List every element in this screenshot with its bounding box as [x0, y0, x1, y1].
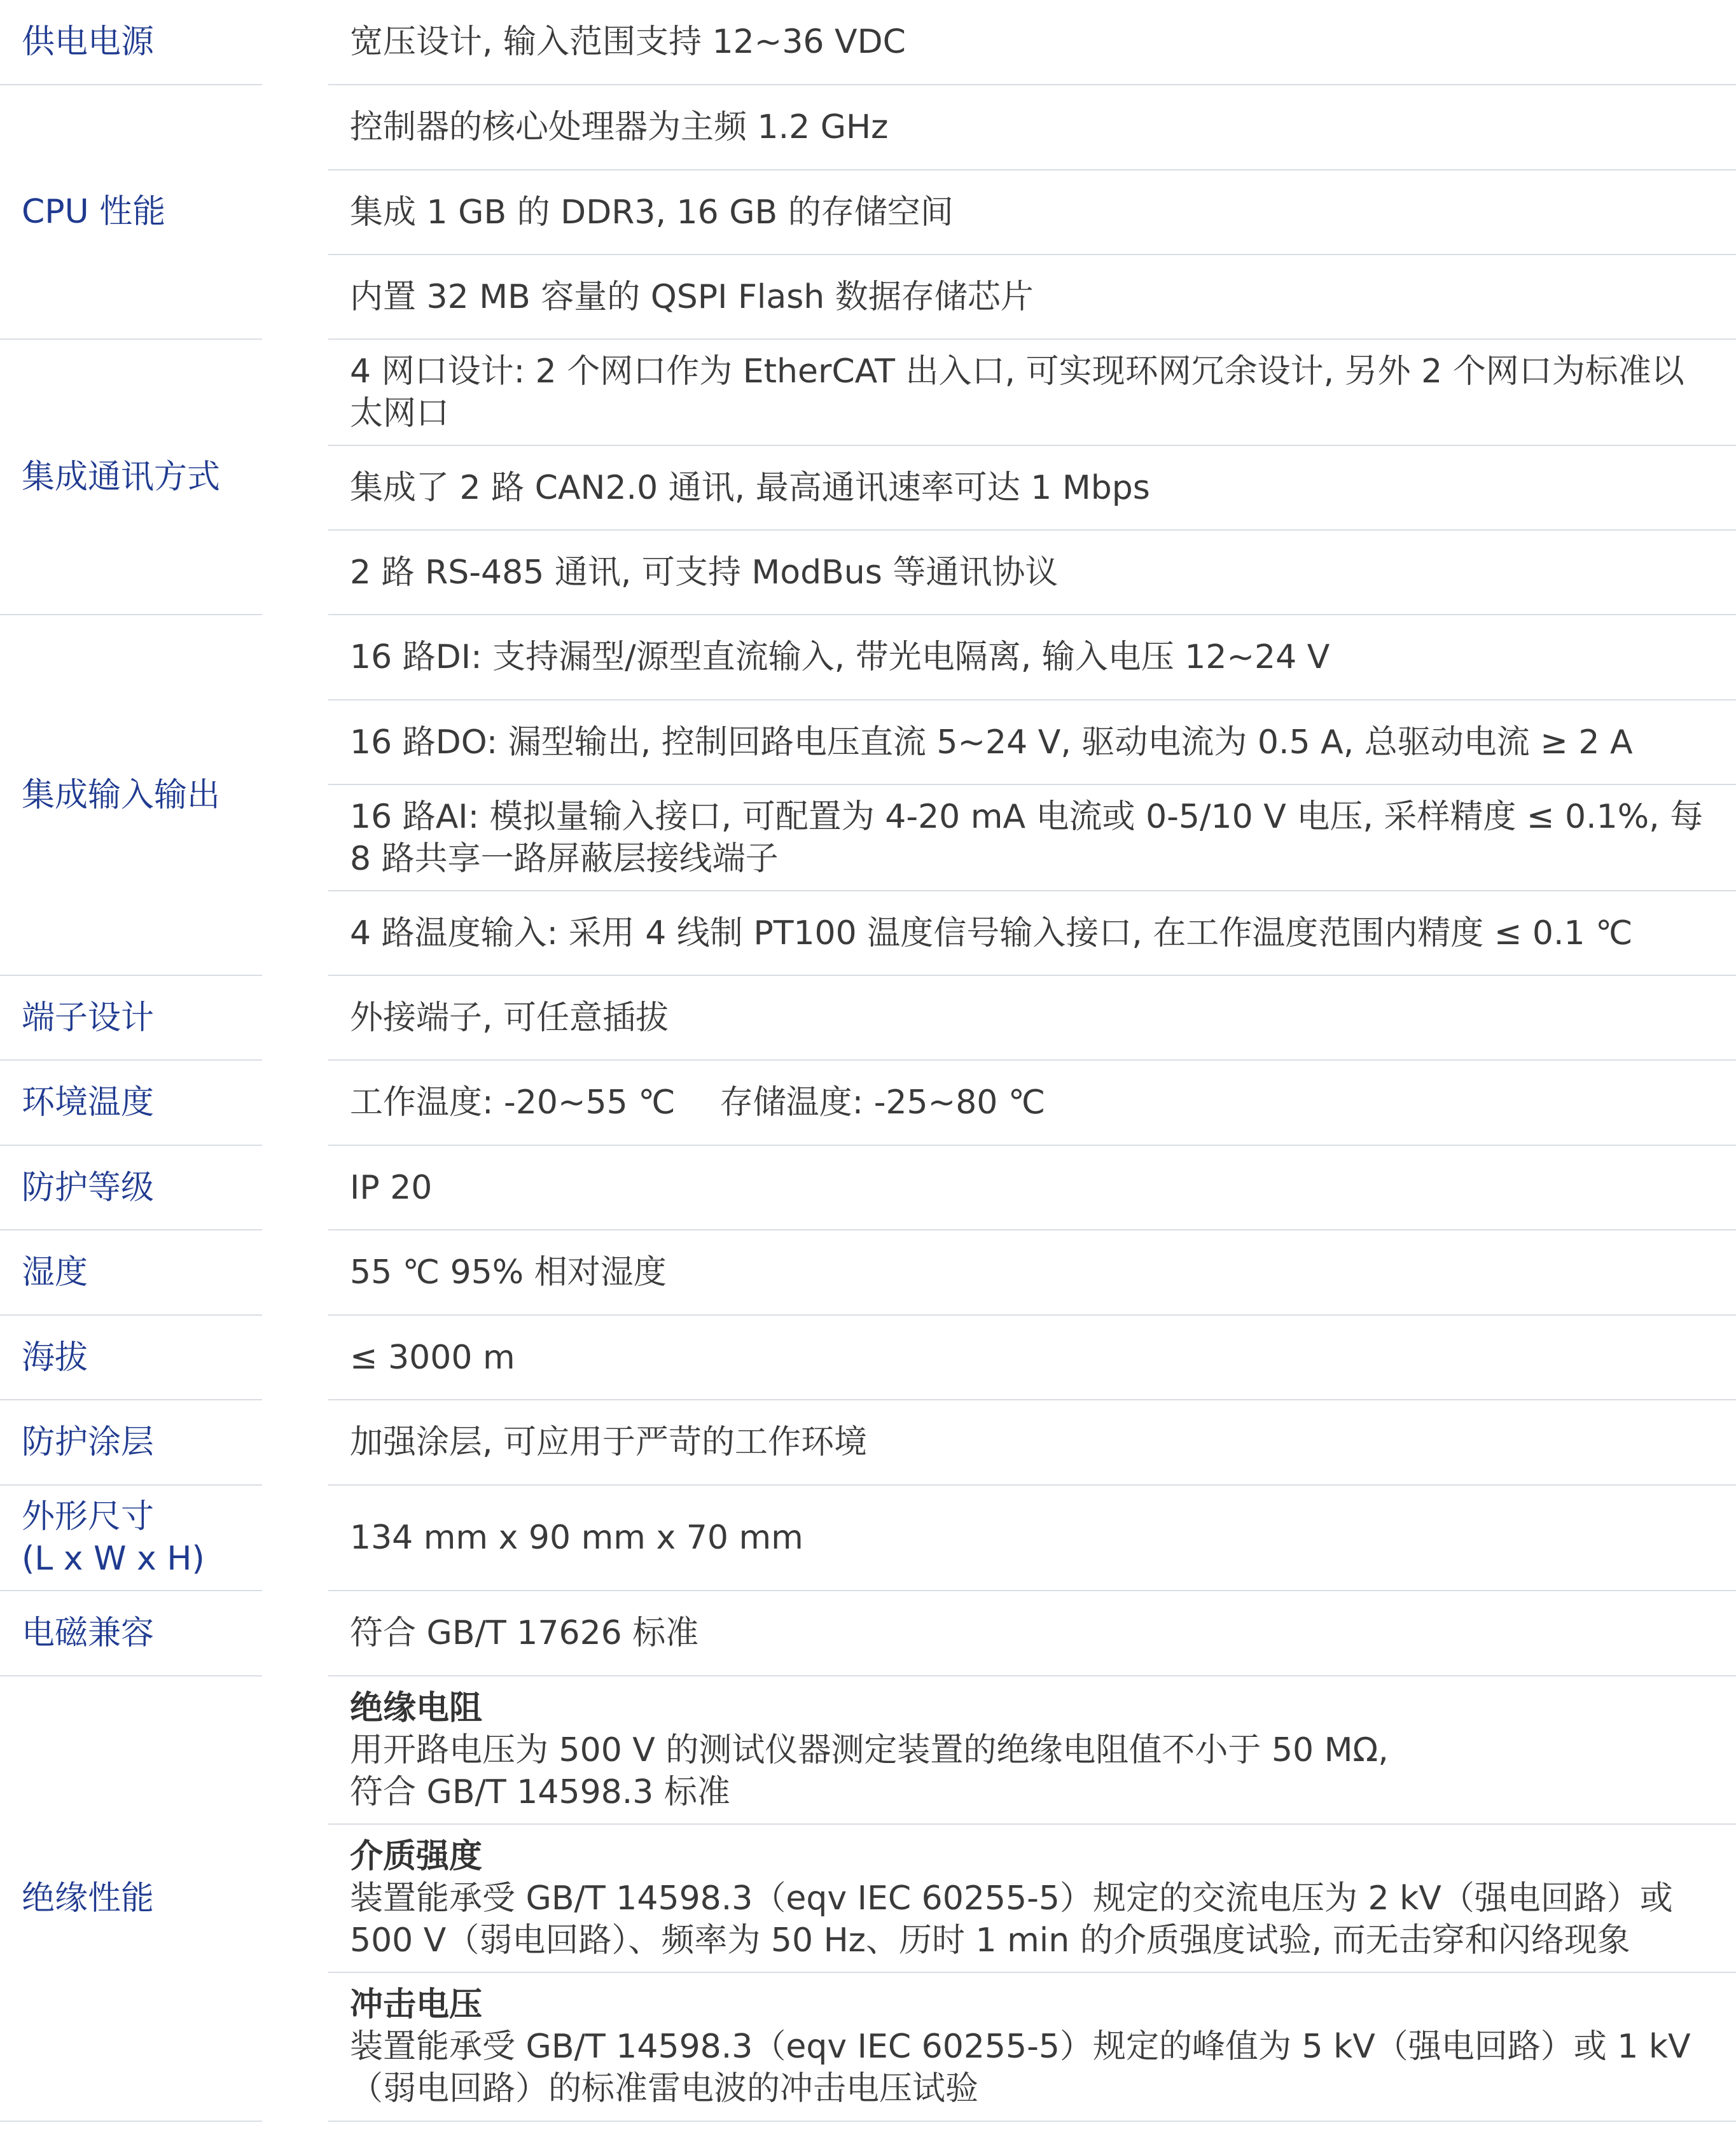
spec-row — [328, 1316, 1736, 1400]
spec-row — [328, 1230, 1736, 1316]
spec-label-text: 端子设计 — [22, 998, 155, 1037]
spec-row — [328, 891, 1736, 976]
spec-subtitle: 冲击电压 — [350, 1986, 483, 2024]
spec-group-protection — [0, 1146, 1736, 1230]
spec-row — [328, 1486, 1736, 1591]
spec-group-io — [0, 615, 1736, 976]
spec-group-power — [0, 0, 1736, 85]
spec-line: 500 V（弱电回路）、频率为 50 Hz、历时 1 min 的介质强度试验, 而无击穿和闪络现象 — [350, 1921, 1630, 1960]
spec-label-text: 集成输入输出 — [22, 776, 221, 814]
spec-row — [328, 340, 1736, 446]
spec-label-text: 海拔 — [22, 1338, 88, 1377]
spec-label — [0, 1061, 262, 1146]
spec-value: 16 路DI: 支持漏型/源型直流输入, 带光电隔离, 输入电压 12~24 V — [350, 638, 1330, 676]
spec-value: 16 路DO: 漏型输出, 控制回路电压直流 5~24 V, 驱动电流为 0.5 A, 总驱动电流 ≥ 2 A — [350, 723, 1633, 762]
work-temperature: 工作温度: -20~55 ℃ — [350, 1083, 676, 1122]
spec-value: 内置 32 MB 容量的 QSPI Flash 数据存储芯片 — [350, 277, 1034, 316]
spec-value: 4 网口设计: 2 个网口作为 EtherCAT 出入口, 可实现环网冗余设计, 另外 2 个网口为标准以太网口 — [350, 352, 1684, 433]
spec-row — [328, 1146, 1736, 1230]
spec-group-insulation — [0, 1676, 1736, 2122]
spec-subtitle: 介质强度 — [350, 1837, 483, 1876]
spec-row — [328, 1061, 1736, 1146]
spec-label-text: 防护等级 — [22, 1168, 155, 1207]
spec-group-coating — [0, 1400, 1736, 1486]
spec-label — [0, 1316, 262, 1400]
spec-label-text: 防护涂层 — [22, 1423, 155, 1461]
spec-label-text: 绝缘性能 — [22, 1879, 155, 1918]
spec-label — [0, 0, 262, 85]
spec-line: 装置能承受 GB/T 14598.3（eqv IEC 60255-5）规定的峰值为 5 kV（强电回路）或 1 kV — [350, 2028, 1691, 2066]
spec-label — [0, 1146, 262, 1230]
spec-value: 16 路AI: 模拟量输入接口, 可配置为 4-20 mA 电流或 0-5/10 V 电压, 采样精度 ≤ 0.1%, 每 8 路共享一路屏蔽层接线端子 — [350, 797, 1704, 878]
spec-value: 4 路温度输入: 采用 4 线制 PT100 温度信号输入接口, 在工作温度范围内精度 ≤ 0.1 ℃ — [350, 914, 1633, 952]
spec-value: 加强涂层, 可应用于严苛的工作环境 — [350, 1423, 868, 1461]
spec-row — [328, 615, 1736, 700]
spec-value: 符合 GB/T 17626 标准 — [350, 1614, 699, 1652]
spec-row — [328, 171, 1736, 255]
spec-value: 55 ℃ 95% 相对湿度 — [350, 1253, 667, 1292]
spec-value: IP 20 — [350, 1168, 433, 1207]
spec-value: 2 路 RS-485 通讯, 可支持 ModBus 等通讯协议 — [350, 553, 1059, 592]
spec-group-altitude — [0, 1316, 1736, 1400]
spec-row — [328, 785, 1736, 891]
spec-value: 集成了 2 路 CAN2.0 通讯, 最高通讯速率可达 1 Mbps — [350, 468, 1150, 507]
spec-value: 宽压设计, 输入范围支持 12~36 VDC — [350, 23, 906, 61]
spec-value: 134 mm x 90 mm x 70 mm — [350, 1519, 803, 1557]
spec-group-emc — [0, 1591, 1736, 1676]
spec-label-text: 环境温度 — [22, 1083, 155, 1122]
spec-row — [328, 1973, 1736, 2122]
spec-group-humidity — [0, 1230, 1736, 1316]
spec-label-text: 集成通讯方式 — [22, 457, 221, 496]
spec-label — [0, 615, 262, 976]
spec-row — [328, 1676, 1736, 1825]
spec-label — [0, 976, 262, 1061]
spec-value: 外接端子, 可任意插拔 — [350, 998, 669, 1037]
spec-label — [0, 1400, 262, 1486]
spec-label-text: 电磁兼容 — [22, 1614, 155, 1652]
spec-label — [0, 1676, 262, 2122]
spec-row — [328, 1400, 1736, 1486]
spec-group-dimensions — [0, 1486, 1736, 1591]
spec-line: 符合 GB/T 14598.3 标准 — [350, 1773, 730, 1811]
spec-group-temperature — [0, 1061, 1736, 1146]
spec-row — [328, 446, 1736, 531]
spec-subtitle: 绝缘电阻 — [350, 1689, 483, 1727]
spec-row — [328, 700, 1736, 785]
spec-label-text: 外形尺寸 (L x W x H) — [22, 1498, 205, 1578]
spec-label — [0, 85, 262, 340]
spec-value: 控制器的核心处理器为主频 1.2 GHz — [350, 108, 889, 146]
spec-label-text: CPU 性能 — [22, 193, 166, 231]
spec-row — [328, 531, 1736, 615]
spec-label — [0, 1230, 262, 1316]
spec-label-text: 湿度 — [22, 1253, 88, 1292]
spec-row — [328, 976, 1736, 1061]
spec-value: 集成 1 GB 的 DDR3, 16 GB 的存储空间 — [350, 193, 954, 232]
spec-line: （弱电回路）的标准雷电波的冲击电压试验 — [350, 2070, 979, 2108]
spec-row — [328, 85, 1736, 171]
spec-row — [328, 0, 1736, 85]
spec-label — [0, 1486, 262, 1591]
spec-row — [328, 255, 1736, 340]
spec-row — [328, 1591, 1736, 1676]
spec-row — [328, 1825, 1736, 1973]
spec-group-terminal — [0, 976, 1736, 1061]
storage-temperature: 存储温度: -25~80 ℃ — [719, 1083, 1046, 1122]
spec-value: ≤ 3000 m — [350, 1338, 515, 1377]
spec-line: 装置能承受 GB/T 14598.3（eqv IEC 60255-5）规定的交流电压为 2 kV（强电回路）或 — [350, 1879, 1673, 1918]
spec-line: 用开路电压为 500 V 的测试仪器测定装置的绝缘电阻值不小于 50 MΩ, — [350, 1731, 1389, 1769]
spec-label — [0, 1591, 262, 1676]
spec-label-text: 供电电源 — [22, 23, 155, 61]
spec-group-communication — [0, 340, 1736, 615]
spec-label — [0, 340, 262, 615]
spec-group-cpu — [0, 85, 1736, 340]
